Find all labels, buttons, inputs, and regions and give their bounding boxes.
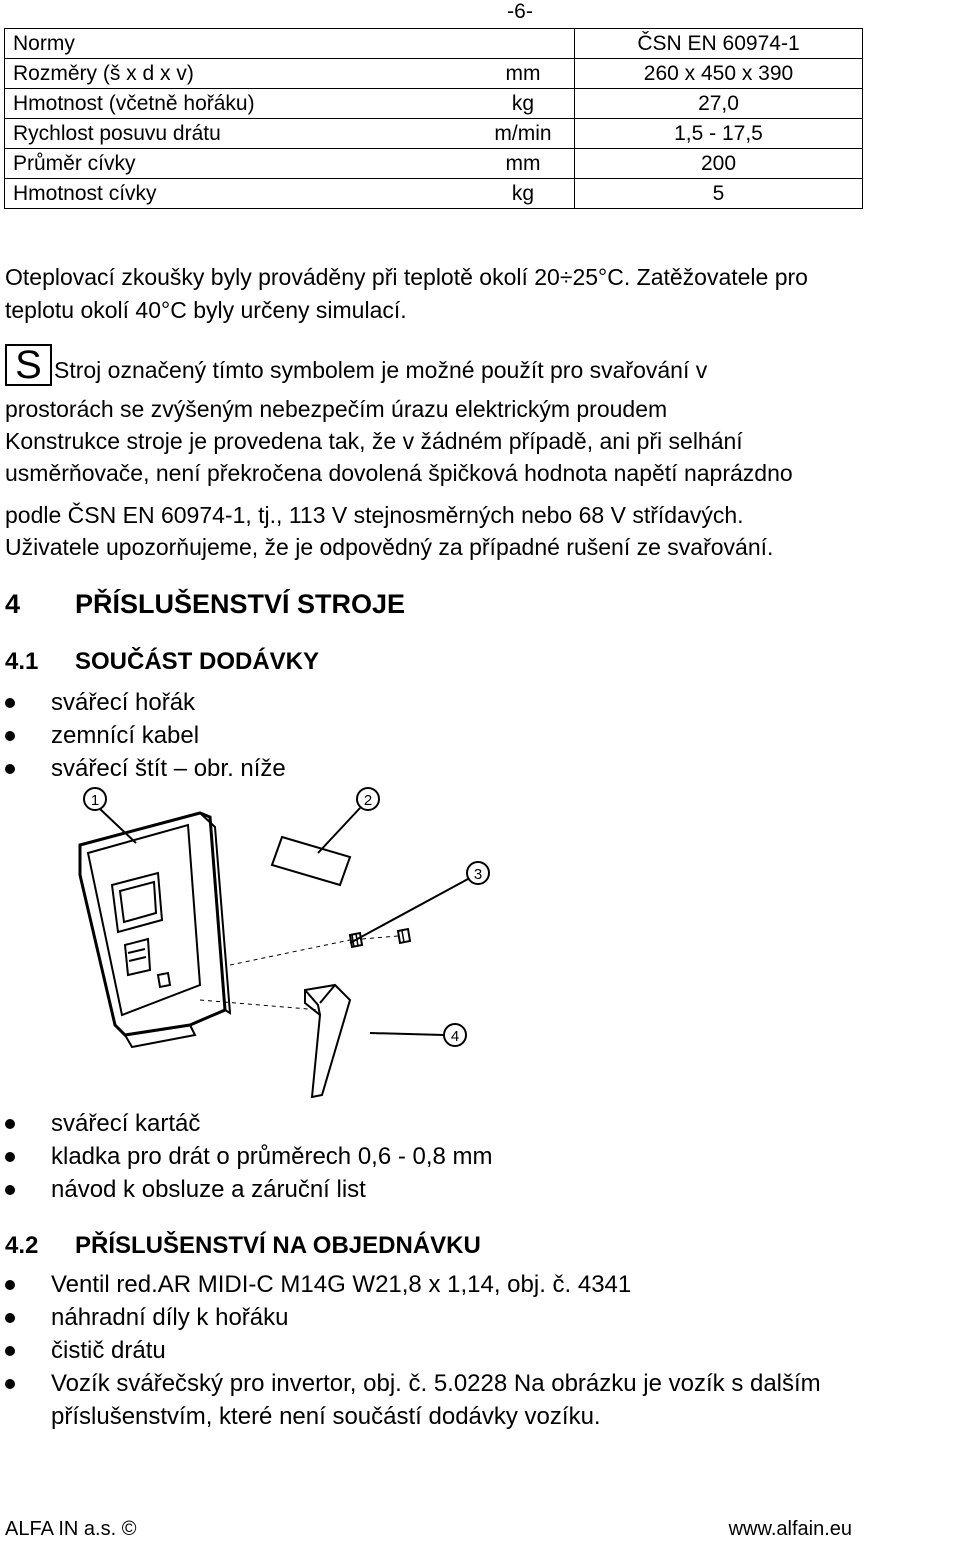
spec-unit-cell: kg	[472, 179, 575, 209]
spec-value-cell: 27,0	[575, 89, 863, 119]
list-item: svářecí hořák	[0, 686, 286, 719]
list-item: kladka pro drát o průměrech 0,6 - 0,8 mm	[0, 1140, 493, 1173]
list-item: čistič drátu	[0, 1334, 821, 1367]
table-row	[5, 89, 863, 119]
footer-company: ALFA IN a.s. ©	[5, 1518, 137, 1540]
spec-value-cell: 1,5 - 17,5	[575, 119, 863, 149]
table-row	[5, 119, 863, 149]
list-item: náhradní díly k hořáku	[0, 1301, 821, 1334]
delivery-list-a	[0, 686, 286, 785]
shield-body-icon	[80, 813, 230, 1047]
spec-unit-cell: mm	[472, 59, 575, 89]
spec-label-cell: Rozměry (š x d x v)	[5, 59, 473, 89]
list-item: Ventil red.AR MIDI-C M14G W21,8 x 1,14, obj. č. 4341	[0, 1268, 821, 1301]
list-item: návod k obsluze a záruční list	[0, 1173, 493, 1206]
handle-icon	[305, 985, 350, 1097]
s-line-1: Stroj označený tímto symbolem je možné použít pro svařování v	[54, 357, 708, 383]
s-line-2: prostorách se zvýšeným nebezpečím úrazu elektrickým proudem	[5, 396, 668, 422]
glass-plate-icon	[272, 837, 350, 885]
s-symbol-paragraph-line-1	[5, 344, 707, 386]
spec-label-cell: Hmotnost (včetně hořáku)	[5, 89, 473, 119]
list-item: svářecí štít – obr. níže	[0, 752, 286, 785]
table-row	[5, 59, 863, 89]
figure-label-2: 2	[363, 792, 373, 809]
spec-value-cell: 260 x 450 x 390	[575, 59, 863, 89]
table-row	[5, 179, 863, 209]
spec-value-cell: 200	[575, 149, 863, 179]
section-4-2-heading: 4.2 PŘÍSLUŠENSTVÍ NA OBJEDNÁVKU	[5, 1232, 481, 1259]
table-row	[5, 149, 863, 179]
spec-value-cell: 5	[575, 179, 863, 209]
spec-label-cell: Rychlost posuvu drátu	[5, 119, 473, 149]
order-accessories-list	[0, 1268, 821, 1400]
spec-unit-cell: kg	[472, 89, 575, 119]
figure-label-4: 4	[450, 1028, 460, 1045]
section-4-1-heading: 4.1 SOUČÁST DODÁVKY	[5, 648, 320, 675]
spec-table	[4, 28, 863, 209]
list-item: svářecí kartáč	[0, 1107, 493, 1140]
list-item: zemnící kabel	[0, 719, 286, 752]
list-item-continuation: příslušenstvím, které není součástí dodávky vozíku.	[51, 1403, 601, 1430]
spec-label-cell: Normy	[5, 29, 473, 59]
welding-shield-figure	[50, 785, 490, 1100]
page-number: -6-	[507, 0, 533, 23]
table-row	[5, 29, 863, 59]
s-line-5: podle ČSN EN 60974-1, tj., 113 V stejnosměrných nebo 68 V střídavých.	[5, 502, 744, 528]
spec-value-cell: ČSN EN 60974-1	[575, 29, 863, 59]
spec-unit-cell: mm	[472, 149, 575, 179]
temperature-note-line-1: Oteplovací zkoušky byly prováděny při teplotě okolí 20÷25°C. Zatěžovatele pro	[5, 264, 808, 290]
spec-unit-cell	[472, 29, 575, 59]
temperature-note-line-2: teplotu okolí 40°C byly určeny simulací.	[5, 297, 407, 323]
s-line-4: usměrňovače, není překročena dovolená špičková hodnota napětí naprázdno	[5, 460, 793, 486]
s-line-6: Uživatele upozorňujeme, že je odpovědný za případné rušení ze svařování.	[5, 534, 774, 560]
spec-unit-cell: m/min	[472, 119, 575, 149]
delivery-list-b	[0, 1107, 493, 1206]
section-4-heading: 4 PŘÍSLUŠENSTVÍ STROJE	[5, 589, 406, 619]
s-line-3: Konstrukce stroje je provedena tak, že v žádném případě, ani při selhání	[5, 428, 743, 454]
s-symbol-icon: S	[5, 344, 52, 386]
figure-label-3: 3	[473, 866, 483, 883]
footer-website: www.alfain.eu	[728, 1518, 852, 1540]
list-item: Vozík svářečský pro invertor, obj. č. 5.0228 Na obrázku je vozík s dalším	[0, 1367, 821, 1400]
figure-label-1: 1	[90, 792, 100, 809]
spec-label-cell: Průměr cívky	[5, 149, 473, 179]
spec-label-cell: Hmotnost cívky	[5, 179, 473, 209]
